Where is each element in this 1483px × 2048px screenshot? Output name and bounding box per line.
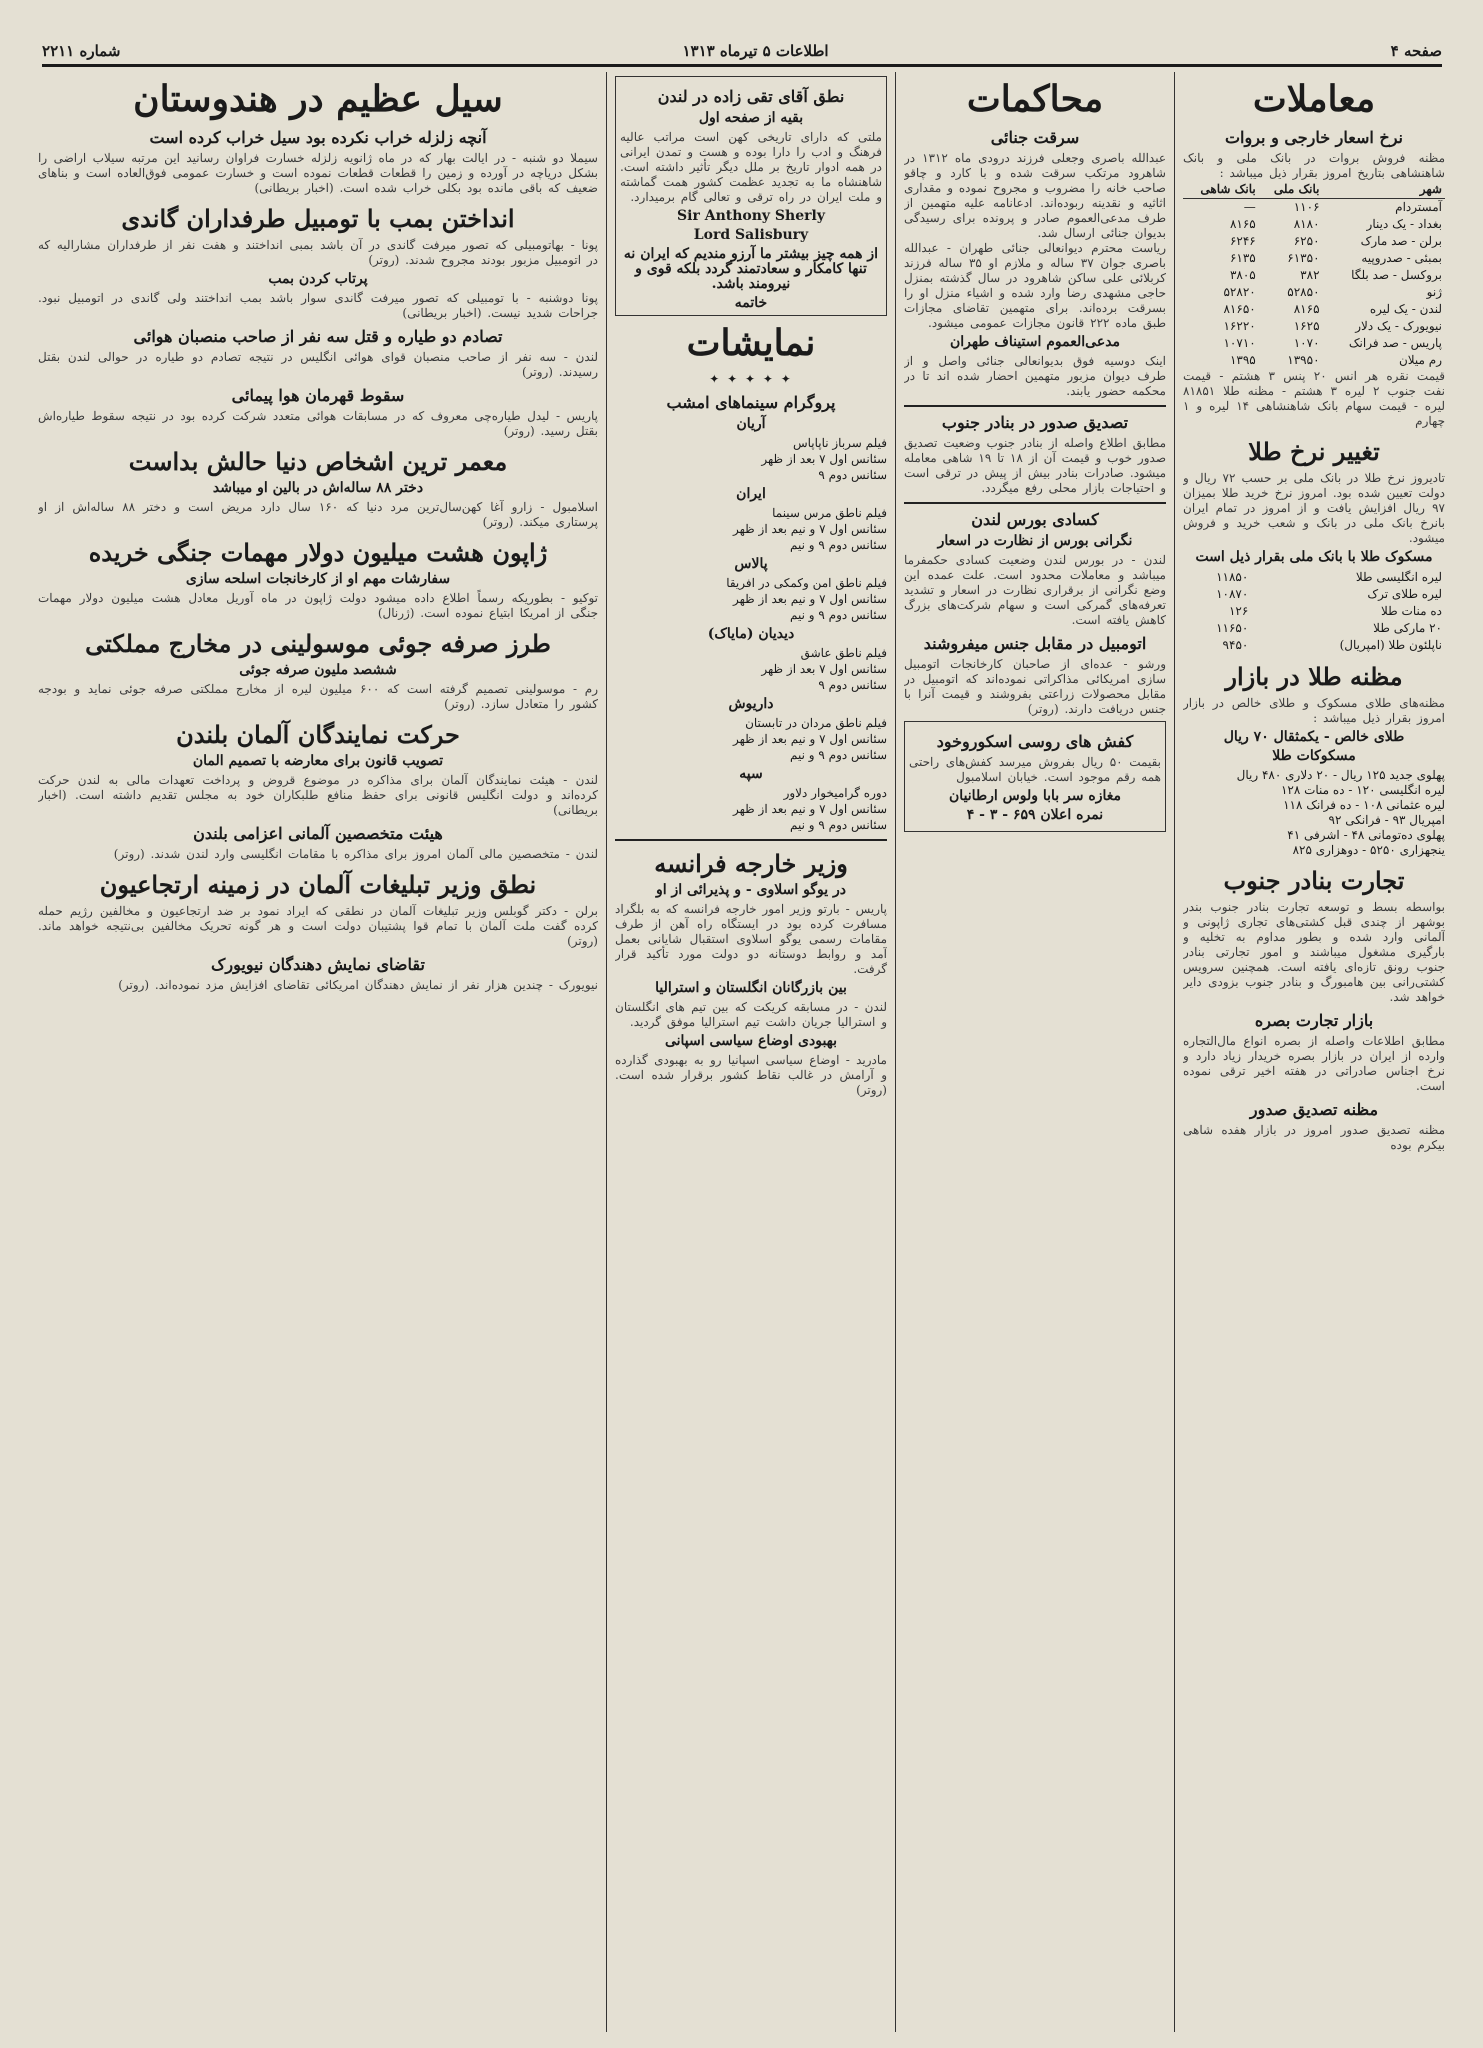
coin-line: ینجهزاری ۵۲۵۰ - دوهزاری ۸۲۵ <box>1292 843 1445 857</box>
program-heading: پروگرام سینماهای امشب <box>666 393 836 412</box>
column-trials <box>904 72 1166 2032</box>
rates-note: قیمت نقره هر انس ۲۰ پنس ۳ هشتم - قیمت نفت جنوب ۲ لیره ۳ هشتم - مظنه طلا ۸۱۸۵۱ لیره - قیمت سهام بانک شاهنشاهی ۱۴ لیره و ۱ چهارم <box>1183 369 1445 428</box>
table-header-city: شهر <box>1323 181 1445 199</box>
export-south-heading: تصدیق صدور در بنادر جنوب <box>941 413 1129 432</box>
rates-subheading: مظنه فروش بروات در بانک ملی و بانک شاهنشاهی بتاریخ امروز بقرار ذیل میباشد : <box>1183 151 1445 180</box>
german-delegates-subheadline: تصویب قانون برای معارضه با تصمیم المان <box>192 753 444 769</box>
column-divider <box>895 72 896 2032</box>
rate-shahi: ۶۱۳۵ <box>1229 251 1256 265</box>
divider <box>904 502 1166 504</box>
gold-price: ۱۱۶۵۰ <box>1216 621 1249 635</box>
bomb-headline: انداختن بمب با تومبیل طرفداران گاندی <box>121 204 515 233</box>
rate-melli: ۳۸۲ <box>1300 268 1320 282</box>
newyork-text: نیویورک - چندین هزار نفر از نمایش دهندگان امریکائی تقاضای افزایش مزد نموده‌اند. (روتر) <box>118 978 598 992</box>
cinema-name: دیدیان (مایاک) <box>707 626 795 642</box>
columns <box>38 72 1445 2032</box>
cinema-show: سئانس دوم ۹ و نیم <box>790 608 887 622</box>
rate-shahi: ۱۰۷۱۰ <box>1223 336 1256 350</box>
speech-heading: نطق آقای تقی زاده در لندن <box>657 87 845 106</box>
cinema-show: سئانس اول ۷ و نیم بعد از ظهر <box>733 802 887 816</box>
gold-rate-heading: تغییر نرخ طلا <box>1248 437 1380 466</box>
speech-quote: از همه چیز بیشتر ما آرزو مندیم که ایران نه تنها کامکار و سعادتمند گردد بلکه قوی و نیرومند باشد. <box>623 246 879 292</box>
table-row <box>1183 335 1445 352</box>
spain-text: مادرید - اوضاع سیاسی اسپانیا رو به بهبودی گذارده و آرامش در غالب نقاط کشور برقرار شده است. (روتر) <box>615 1053 887 1097</box>
rate-city: رم میلان <box>1398 353 1442 367</box>
oldest-man-headline: معمر ترین اشخاص دنیا حالش بداست <box>128 447 508 476</box>
gold-item: ده منات طلا <box>1381 604 1442 618</box>
rate-shahi: ۳۸۰۵ <box>1229 268 1256 282</box>
french-minister-heading: وزیر خارجه فرانسه <box>654 849 848 878</box>
market-gold-text: مظنه‌های طلای مسکوک و طلای خالص در بازار امروز بقرار ذیل میباشد : <box>1183 696 1445 725</box>
rate-shahi: ۵۲۸۲۰ <box>1223 285 1256 299</box>
cinema-show: سئانس اول ۷ و نیم بعد از ظهر <box>733 592 887 606</box>
column-speech-cinema <box>615 72 887 2032</box>
export-cert-text: مظنه تصدیق صدور امروز در بازار هفده شاهی بیکرم بوده <box>1183 1123 1445 1152</box>
auto-text: ورشو - عده‌ای از صاحبان کارخانجات اتومبیل سازی امریکائی مذاکراتی نموده‌اند که اتومبیل در مقابل محصولات زراعتی بفروشند و قیمت آنرا با جنس دریافت دارند. (روتر) <box>904 657 1166 716</box>
rate-shahi: — <box>1243 200 1256 214</box>
italy-subheadline: ششصد ملیون صرفه جوئی <box>239 662 397 678</box>
cinema-film: فیلم سرباز ناپاپاس <box>792 436 887 450</box>
spain-heading: بهبودی اوضاع سیاسی اسپانی <box>664 1033 838 1049</box>
table-row <box>1183 250 1445 267</box>
cinema-film: فیلم ناطق عاشق <box>800 646 887 660</box>
gold-price-table <box>1183 569 1445 654</box>
rate-melli: ۱۰۷۰ <box>1293 336 1320 350</box>
cinema-entry <box>615 767 887 833</box>
rate-shahi: ۱۶۲۲۰ <box>1223 319 1256 333</box>
table-header-row <box>1183 181 1445 199</box>
table-row <box>1183 199 1445 217</box>
cinema-show: سئانس اول ۷ بعد از ظهر <box>761 452 887 466</box>
newyork-headline: تقاضای نمایش دهندگان نیویورک <box>211 955 425 974</box>
gold-item: ناپلئون طلا (امپریال) <box>1339 638 1442 652</box>
pilot-text: پاریس - لیدل طیاره‌چی معروف که در مسابقات هوائی متعدد شرکت کرده بود در نتیجه سقوط طیاره‌اش بقتل رسید. (روتر) <box>38 409 598 438</box>
rate-city: نیویورک - یک دلار <box>1355 319 1442 333</box>
cinema-entry <box>615 697 887 763</box>
table-row <box>1183 603 1445 620</box>
coin-line: امپریال ۹۳ - فرانکی ۹۲ <box>1328 813 1445 827</box>
rate-shahi: ۸۱۶۵۰ <box>1223 302 1256 316</box>
market-gold-heading: مظنه طلا در بازار <box>1225 662 1403 691</box>
cinema-entry <box>615 627 887 693</box>
coin-line: لیره عثمانی ۱۰۸ - ده فرانک ۱۱۸ <box>1283 798 1445 812</box>
cinema-entry <box>615 417 887 483</box>
speech-end: خاتمه <box>734 295 768 311</box>
table-row <box>1183 318 1445 335</box>
cinema-name: داریوش <box>728 696 774 712</box>
column-divider <box>1174 72 1175 2032</box>
ad-number: نمره اعلان ۶۵۹ - ۳ - ۴ <box>966 807 1104 823</box>
french-minister-subheading: در یوگو اسلاوی - و پذیرائی از او <box>655 882 847 898</box>
gold-price: ۱۰۸۷۰ <box>1216 587 1249 601</box>
cinema-show: سئانس دوم ۹ و نیم <box>790 538 887 552</box>
divider <box>615 839 887 841</box>
bomb-subheadline: پرتاب کردن بمب <box>268 271 368 287</box>
table-header-shahi: بانک شاهی <box>1183 181 1259 199</box>
cinema-show: سئانس اول ۷ بعد از ظهر <box>761 662 887 676</box>
table-row <box>1183 284 1445 301</box>
german-experts-text: لندن - متخصصین مالی آلمان امروز برای مذاکره با مقامات انگلیسی وارد لندن شدند. (روتر) <box>113 847 598 861</box>
speech-continuation: بقیه از صفحه اول <box>698 110 804 126</box>
masthead <box>42 38 1442 67</box>
cinema-show: سئانس دوم ۹ و نیم <box>790 748 887 762</box>
rate-city: پاریس - صد فرانک <box>1348 336 1442 350</box>
flood-text: سیملا دو شنبه - در ایالت بهار که در ماه ژانویه زلزله خسارت فراوان رسانید این مرتبه سیلاب اراضی را بشکل دریاچه در آورده و زمین را قطعات قطعات نموده است و خسارت عمومی فوق‌العاده است و بناهای ضعیف که باقی مانده بود بکلی خراب شده است. (اخبار بریطانی) <box>38 151 598 195</box>
rate-melli: ۱۶۲۵ <box>1293 319 1320 333</box>
masthead-center: اطلاعات ۵ تیرماه ۱۳۱۳ <box>682 42 829 60</box>
page-label: صفحه ۴ <box>1390 42 1442 60</box>
bomb-text: پونا - بهاتومبیلی که تصور میرفت گاندی در آن باشد بمبی انداختند و هفت نفر از طرفداران مشارالیه که در اتومبیل مزبور بودند مجروح شدند. (روتر) <box>38 238 598 267</box>
french-minister-text: پاریس - بارتو وزیر امور خارجه فرانسه که به بلگراد مسافرت کرده بود در ایستگاه راه آهن از طرف مقامات رسمی یوگو اسلاوی استقبال شایانی بعمل آمد و روابط دوستانه دو دولت مورد تأکید قرار گرفت. <box>615 902 887 976</box>
pilot-headline: سقوط قهرمان هوا پیمائی <box>231 386 405 405</box>
gold-rate-text: تادیروز نرخ طلا در بانک ملی بر حسب ۷۲ ریال و دولت تعیین شده بود. امروز نرخ خرید طلا بمیزان ۹۷ ریال افزایش یافت و از امروز در تمام ایران بانرخ بانک ملی در بانک و شعب خرید و فروش میشود. <box>1183 471 1445 545</box>
gold-price: ۱۲۶ <box>1228 604 1249 618</box>
plane-crash-headline: تصادم دو طیاره و قتل سه نفر از صاحب منصبان هوائی <box>133 327 503 346</box>
cinema-show: سئانس دوم ۹ <box>818 468 887 482</box>
propaganda-speech-text: برلن - دکتر گوبلس وزیر تبلیغات آلمان در نطقی که ایراد نمود بر ضد ارتجاعیون و مخالفین رژیم حمله کرده گفت ملت آلمان با تمام قوا پشتیبان دولت است و هر گونه تحریک مخالفین بی‌نتیجه خواهد ماند. (روتر) <box>38 904 598 948</box>
cinema-name: آریان <box>736 416 766 432</box>
propaganda-speech-headline: نطق وزیر تبلیغات آلمان در زمینه ارتجاعیون <box>99 870 537 899</box>
flood-headline: سیل عظیم در هندوستان <box>133 78 503 120</box>
bourse-text: لندن - در بورس لندن وضعیت کسادی حکمفرما میباشد و معاملات محدود است. علت عمده این وضع نگرانی از برقراری نظارت در اسعار و تشدید تعرفه‌های گمرکی است و سهام شرکت‌های بزرگ کاهش یافته است. <box>904 553 1166 627</box>
table-row <box>1183 216 1445 233</box>
cinema-film: فیلم ناطق مرس سینما <box>772 506 887 520</box>
pure-gold-line: طلای خالص - یکمثقال ۷۰ ریال <box>1223 729 1405 745</box>
cinema-name: ایران <box>736 486 766 502</box>
italy-text: رم - موسولینی تصمیم گرفته است که ۶۰۰ میلیون لیره از مخارج مملکتی صرفه جوئی نماید و بودجه کشور را متعادل سازد. (روتر) <box>38 682 598 711</box>
cinema-show: سئانس دوم ۹ و نیم <box>790 818 887 832</box>
cricket-text: لندن - در مسابقه کریکت که بین تیم های انگلستان و استرالیا جریان داشت تیم استرالیا موفق گردید. <box>615 1000 887 1029</box>
rate-city: لندن - یک لیره <box>1369 302 1442 316</box>
table-row <box>1183 586 1445 603</box>
table-header-melli: بانک ملی <box>1259 181 1323 199</box>
cinema-show: سئانس دوم ۹ <box>818 678 887 692</box>
export-cert-heading: مظنه تصدیق صدور <box>1249 1100 1379 1119</box>
case-indictment: ریاست محترم دیوانعالی جنائی طهران - عبدالله باصری جوان ۳۷ ساله و ملازم او ۳۵ ساله فرزند کربلائی علی ساکن شاهرود در سال گذشته بمنزل حاجی مشهدی رضا وارد شده و اشیاء منزل او را بسرقت برده‌اند. برای متهمین تقاضای مجازات طبق ماده ۲۲۲ قانون مجازات عمومی میشود. <box>904 241 1166 330</box>
coin-line: پهلوی جدید ۱۲۵ ریال - ۲۰ دلاری ۴۸۰ ریال <box>1236 768 1445 782</box>
column-title-transactions: معاملات <box>1252 78 1376 120</box>
basra-text: مطابق اطلاعات واصله از بصره انواع مال‌التجاره وارده از ایران در بازار بصره خریدار زیاد دارد و نرخ اجناس صادراتی در هفته اخیر ترقی نموده است. <box>1183 1034 1445 1093</box>
table-row <box>1183 637 1445 654</box>
cinema-film: فیلم ناطق امن وکمکی در افریقا <box>726 576 887 590</box>
ad-text: بقیمت ۵۰ ریال بفروش میرسد کفش‌های راحتی همه رقم موجود است. خیابان اسلامبول <box>909 755 1161 784</box>
rate-melli: ۸۱۶۵ <box>1293 302 1320 316</box>
gold-price: ۱۱۸۵۰ <box>1216 570 1249 584</box>
export-south-text: مطابق اطلاع واصله از بنادر جنوب وضعیت تصدیق صدور خوب و قیمت آن از ۱۸ تا ۱۹ شاهی معامله میشود. صادرات بنادر بیش از پیش در ترقی است و احتیاجات بازار محلی رفع میگردد. <box>904 436 1166 495</box>
speech-name: Sir Anthony Sherly <box>677 208 825 224</box>
cinema-show: سئانس اول ۷ و نیم بعد از ظهر <box>733 732 887 746</box>
cinema-entry <box>615 487 887 553</box>
rate-shahi: ۶۲۴۶ <box>1229 234 1256 248</box>
german-delegates-text: لندن - هیئت نمایندگان آلمان برای مذاکره در موضوع قروض و پرداخت تعهدات مالی به لندن حرکت کرده‌اند و دولت انگلیس قانونی برای حفظ منافع طلبکاران خود به مجلس تقدیم داشته است. (اخبار بریطانی) <box>38 773 598 817</box>
ad-shop: مغازه سر بابا ولوس ارطانیان <box>949 788 1121 804</box>
rate-city: آمستردام <box>1395 200 1442 214</box>
rate-city: بروکسل - صد بلگا <box>1351 268 1442 282</box>
table-row <box>1183 620 1445 637</box>
japan-subheadline: سفارشات مهم او از کارخانجات اسلحه سازی <box>185 571 451 587</box>
rate-shahi: ۸۱۶۵ <box>1229 217 1256 231</box>
shows-heading: نمایشات <box>686 322 816 364</box>
bourse-subheading: نگرانی بورس از نظارت در اسعار <box>937 533 1133 549</box>
gold-price: ۹۴۵۰ <box>1222 638 1249 652</box>
exchange-rate-table <box>1183 181 1445 369</box>
case-result: اینک دوسیه فوق بدیوانعالی جنائی واصل و از طرف دیوان مزبور متهمین احضار شده اند تا در محکمه حضور یابند. <box>904 354 1166 398</box>
rate-melli: ۱۱۰۶ <box>1293 200 1320 214</box>
speech-text: ملتی که دارای تاریخی کهن است مراتب عالیه فرهنگ و ادب را دارا بوده و هست و تمدن ایرانی در همه ادوار تاریخ بر ملل دیگر تأثیر داشته است. شاهنشاه ما به تجدید عظمت کشور همت گماشته و ملت ایران در راه ترقی و تعالی گام برمیدارد. <box>620 130 882 204</box>
coin-line: لیره انگلیسی ۱۲۰ - ده منات ۱۲۸ <box>1280 783 1445 797</box>
german-experts-headline: هیئت متخصصین آلمانی اعزامی بلندن <box>193 824 443 843</box>
rate-melli: ۵۲۸۵۰ <box>1287 285 1320 299</box>
italy-headline: طرز صرفه جوئی موسولینی در مخارج مملکتی <box>85 629 551 658</box>
bourse-heading: کسادی بورس لندن <box>971 510 1099 529</box>
southern-trade-heading: تجارت بنادر جنوب <box>1223 866 1405 895</box>
southern-trade-text: بواسطه بسط و توسعه تجارت بنادر جنوب بندر بوشهر از چندی قبل کشتی‌های تجاری ژاپونی و آلمانی وارد شده و بطور مداوم به تخلیه و بارگیری مشغول میباشند و امور تجارتی بنادر جنوب رونق تازه‌ای یافته است. همچنین سرویس کشتی‌رانی بین هامبورگ و بنادر جنوب بزودی دایر خواهد شد. <box>1183 900 1445 1004</box>
rate-melli: ۶۱۳۵۰ <box>1287 251 1320 265</box>
rates-heading: نرخ اسعار خارجی و بروات <box>1224 128 1404 147</box>
japan-headline: ژاپون هشت میلیون دولار مهمات جنگی خریده <box>88 538 548 567</box>
speech-box <box>615 76 887 316</box>
rate-city: برلن - صد مارک <box>1360 234 1442 248</box>
flood-subheadline: آنچه زلزله خراب نکرده بود سیل خراب کرده است <box>149 128 487 147</box>
oldest-man-subheadline: دختر ۸۸ ساله‌اش در بالین او میباشد <box>212 480 424 496</box>
cinema-film: فیلم ناطق مردان در تابستان <box>745 716 887 730</box>
cinema-show: سئانس اول ۷ و نیم بعد از ظهر <box>733 522 887 536</box>
japan-text: توکیو - بطوریکه رسماً اطلاع داده میشود دولت ژاپون در ماه آوریل معادل هشت میلیون دولار مهمات جنگی از امریکا ابتیاع نموده است. (ژرنال) <box>38 591 598 620</box>
ad-heading: کفش های روسی اسکوروخود <box>936 732 1134 751</box>
bomb-text-2: پونا دوشنبه - با تومبیلی که تصور میرفت گاندی سوار باشد بمب انداختند ولی گاندی در اتومبیل نبود. جراحات شدید نیست. (اخبار بریطانی) <box>38 291 598 320</box>
basra-heading: بازار تجارت بصره <box>1254 1011 1374 1030</box>
plane-crash-text: لندن - سه نفر از صاحب منصبان قوای هوائی انگلیس در نتیجه تصادم دو طیاره در حوالی لندن بقتل رسیدند. (روتر) <box>38 350 598 379</box>
rate-melli: ۸۱۸۰ <box>1293 217 1320 231</box>
rate-city: ژنو <box>1426 285 1442 299</box>
divider <box>904 405 1166 407</box>
issue-number: شماره ۲۲۱۱ <box>42 42 121 60</box>
rate-melli: ۱۳۹۵۰ <box>1287 353 1320 367</box>
table-row <box>1183 569 1445 586</box>
auto-heading: اتومبیل در مقابل جنس میفروشند <box>923 634 1147 653</box>
gold-prices-heading: مسکوک طلا با بانک ملی بقرار ذیل است <box>1195 549 1433 565</box>
table-row <box>1183 267 1445 284</box>
table-row <box>1183 352 1445 369</box>
german-delegates-headline: حرکت نمایندگان آلمان بلندن <box>176 720 460 749</box>
coin-line: پهلوی ده‌تومانی ۴۸ - اشرفی ۴۱ <box>1287 828 1445 842</box>
gold-item: ۲۰ مارکی طلا <box>1373 621 1442 635</box>
rate-city: بمبئی - صدروپیه <box>1361 251 1442 265</box>
table-row <box>1183 301 1445 318</box>
cinema-entry <box>615 557 887 623</box>
rate-city: بغداد - یک دینار <box>1366 217 1442 231</box>
cinema-name: سپه <box>739 766 763 782</box>
ornament-divider: ✦ ✦ ✦ ✦ ✦ <box>709 372 793 386</box>
speech-name: Lord Salisbury <box>693 227 809 243</box>
cinema-film: دوره گرامیخوار دلاور <box>783 786 887 800</box>
shoe-advertisement <box>904 721 1166 832</box>
case-text: عبدالله باصری وجعلی فرزند درودی ماه ۱۳۱۲ در شاهرود مرتکب سرقت شده و با کارد و چاقو صاحب خانه را مضروب و مجروح نموده و مقداری اثاثیه و نقدینه ربوده‌اند. ادعانامه علیه متهمین از طرف مدعی‌العموم صادر و پرونده برای رسیدگی بدیوان جنائی ارسال شد. <box>904 151 1166 240</box>
table-row <box>1183 233 1445 250</box>
rate-melli: ۶۲۵۰ <box>1293 234 1320 248</box>
rate-shahi: ۱۳۹۵ <box>1229 353 1256 367</box>
column-divider <box>606 72 607 2032</box>
oldest-man-text: اسلامبول - زارو آغا کهن‌سال‌ترین مرد دنیا که ۱۶۰ سال دارد مریض است و دختر ۸۸ ساله‌اش از او پرستاری میکند. (روتر) <box>38 500 598 529</box>
case-signature: مدعی‌العموم استیناف طهران <box>949 334 1121 350</box>
coins-heading: مسکوکات طلا <box>1272 748 1356 764</box>
gold-item: لیره طلای ترک <box>1367 587 1442 601</box>
cinema-name: پالاس <box>734 556 768 572</box>
gold-item: لیره انگلیسی طلا <box>1355 570 1442 584</box>
column-title-trials: محاکمات <box>966 78 1104 120</box>
case-heading: سرقت جنائی <box>990 128 1080 147</box>
column-transactions <box>1183 72 1445 2032</box>
cricket-heading: بین بازرگانان انگلستان و استرالیا <box>655 980 847 996</box>
column-world-news <box>38 72 598 2032</box>
